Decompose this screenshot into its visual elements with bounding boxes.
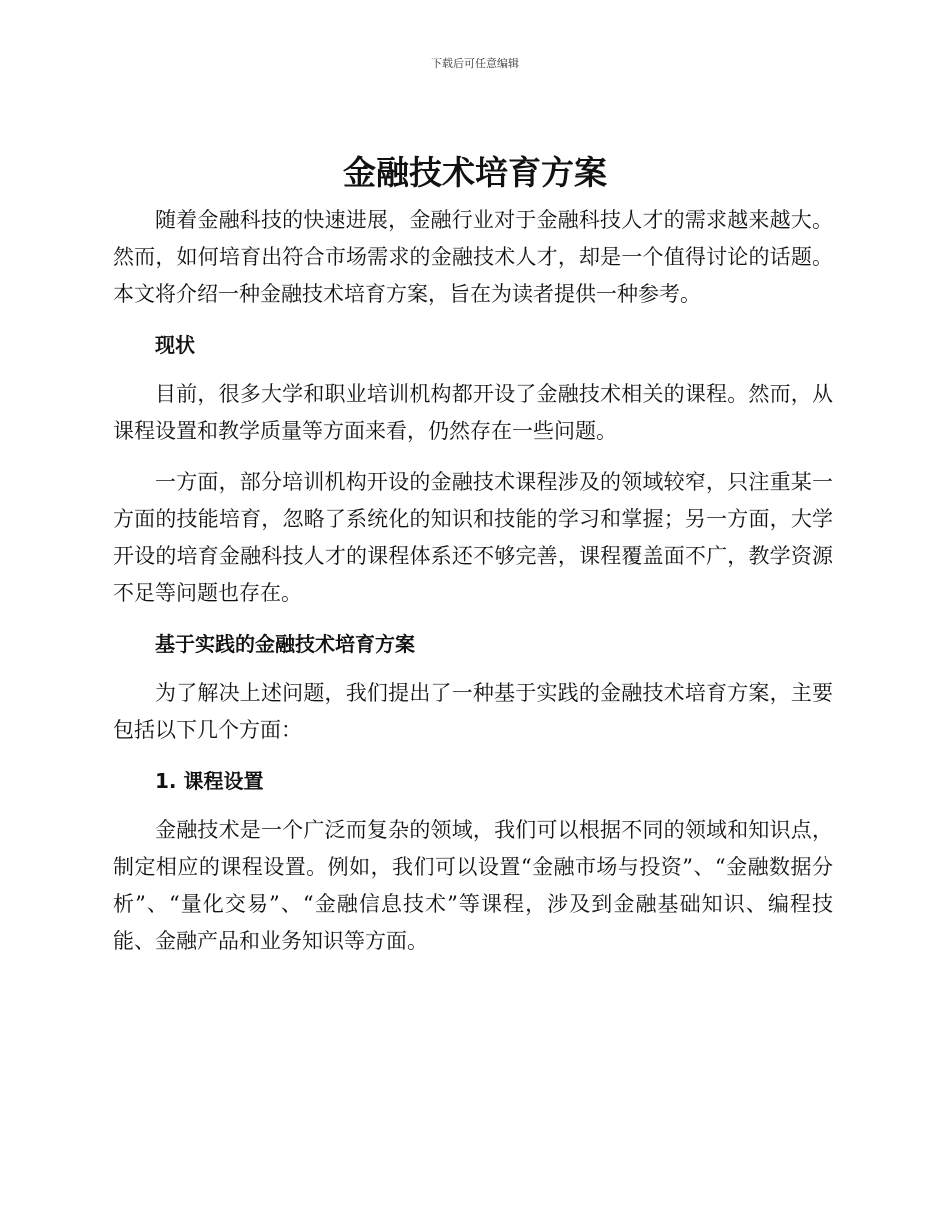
intro-paragraph: 随着金融科技的快速进展，金融行业对于金融科技人才的需求越来越大。然而，如何培育出符合市场需求的金融技术人才，却是一个值得讨论的话题。本文将介绍一种金融技术培育方案，旨在为读者提供一种参考。 <box>113 208 833 306</box>
status-paragraph-2: 一方面，部分培训机构开设的金融技术课程涉及的领域较窄，只注重某一方面的技能培育，忽略了系统化的知识和技能的学习和掌握；另一方面，大学开设的培育金融科技人才的课程体系还不够完善，课程覆盖面不广，教学资源不足等问题也存在。 <box>113 470 833 605</box>
section-heading-plan: 基于实践的金融技术培育方案 <box>155 632 415 656</box>
status-paragraph-1: 目前，很多大学和职业培训机构都开设了金融技术相关的课程。然而，从课程设置和教学质量等方面来看，仍然存在一些问题。 <box>113 382 833 443</box>
section-heading-course: 1. 课程设置 <box>155 769 264 793</box>
page-title: 金融技术培育方案 <box>343 153 607 192</box>
section-heading-status: 现状 <box>155 333 195 357</box>
document-body <box>113 202 833 974</box>
course-paragraph-1: 金融技术是一个广泛而复杂的领域，我们可以根据不同的领域和知识点，制定相应的课程设置。例如，我们可以设置“金融市场与投资”、“金融数据分析”、“量化交易”、“金融信息技术”等课程，涉及到金融基础知识、编程技能、金融产品和业务知识等方面。 <box>113 818 833 953</box>
page-header-note: 下载后可任意编辑 <box>431 57 519 70</box>
plan-paragraph-1: 为了解决上述问题，我们提出了一种基于实践的金融技术培育方案，主要包括以下几个方面： <box>113 681 833 742</box>
